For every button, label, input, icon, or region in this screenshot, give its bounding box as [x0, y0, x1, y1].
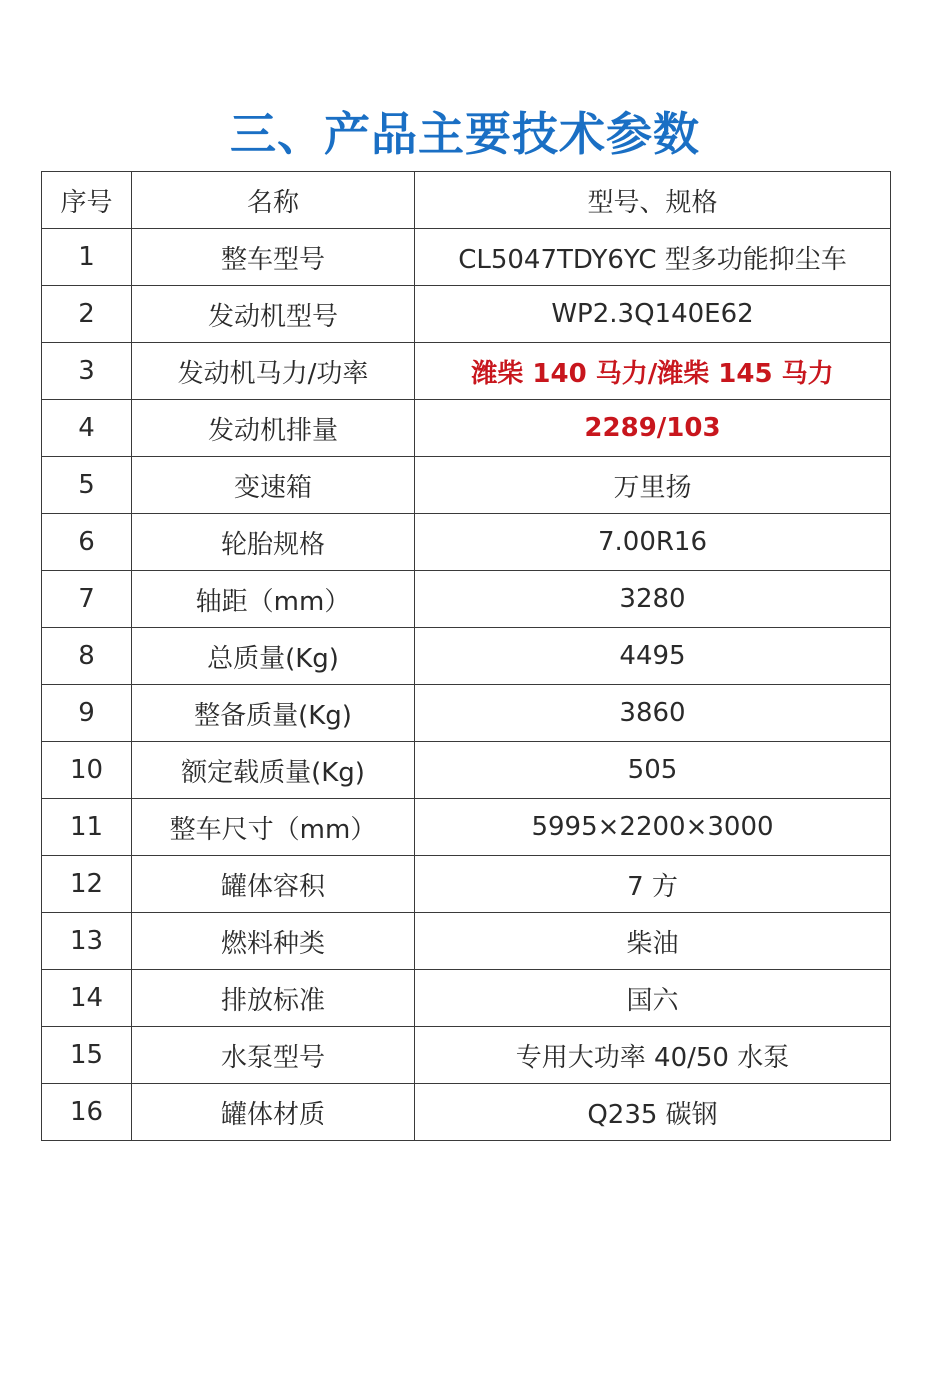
table-row — [42, 1084, 891, 1141]
table-row — [42, 457, 891, 514]
row-index-cell: 13 — [42, 913, 132, 970]
table-row — [42, 286, 891, 343]
row-name-cell: 轴距（mm） — [132, 571, 415, 628]
row-spec-cell: Q235 碳钢 — [415, 1084, 891, 1141]
row-name-cell: 发动机型号 — [132, 286, 415, 343]
row-name-cell: 总质量(Kg) — [132, 628, 415, 685]
row-spec-cell: 潍柴 140 马力/潍柴 145 马力 — [415, 343, 891, 400]
table-row — [42, 400, 891, 457]
row-spec-cell: 柴油 — [415, 913, 891, 970]
spec-table — [41, 171, 891, 1141]
table-row — [42, 1027, 891, 1084]
row-name-cell: 排放标准 — [132, 970, 415, 1027]
row-spec-cell: 7 方 — [415, 856, 891, 913]
row-index-cell: 7 — [42, 571, 132, 628]
row-spec-cell: 3860 — [415, 685, 891, 742]
row-index-cell: 12 — [42, 856, 132, 913]
row-name-cell: 罐体容积 — [132, 856, 415, 913]
row-name-cell: 整车尺寸（mm） — [132, 799, 415, 856]
table-row — [42, 685, 891, 742]
row-name-cell: 轮胎规格 — [132, 514, 415, 571]
table-row — [42, 628, 891, 685]
row-spec-cell: 2289/103 — [415, 400, 891, 457]
page-title: 三、产品主要技术参数 — [230, 106, 700, 161]
table-row — [42, 229, 891, 286]
row-index-cell: 1 — [42, 229, 132, 286]
row-index-cell: 4 — [42, 400, 132, 457]
table-row — [42, 970, 891, 1027]
row-index-cell: 9 — [42, 685, 132, 742]
row-spec-cell: 505 — [415, 742, 891, 799]
row-index-cell: 15 — [42, 1027, 132, 1084]
row-name-cell: 额定载质量(Kg) — [132, 742, 415, 799]
row-index-cell: 2 — [42, 286, 132, 343]
row-name-cell: 罐体材质 — [132, 1084, 415, 1141]
table-row — [42, 514, 891, 571]
table-body — [42, 229, 891, 1141]
row-name-cell: 整车型号 — [132, 229, 415, 286]
row-spec-cell: 4495 — [415, 628, 891, 685]
row-name-cell: 整备质量(Kg) — [132, 685, 415, 742]
table-row — [42, 856, 891, 913]
row-spec-cell: 专用大功率 40/50 水泵 — [415, 1027, 891, 1084]
row-index-cell: 10 — [42, 742, 132, 799]
table-row — [42, 742, 891, 799]
header-spec: 型号、规格 — [415, 172, 891, 229]
row-index-cell: 6 — [42, 514, 132, 571]
row-spec-cell: 3280 — [415, 571, 891, 628]
table-row — [42, 799, 891, 856]
table-row — [42, 343, 891, 400]
table-row — [42, 913, 891, 970]
row-name-cell: 水泵型号 — [132, 1027, 415, 1084]
row-index-cell: 16 — [42, 1084, 132, 1141]
row-spec-cell: 国六 — [415, 970, 891, 1027]
row-index-cell: 11 — [42, 799, 132, 856]
table-row — [42, 571, 891, 628]
row-spec-cell: CL5047TDY6YC 型多功能抑尘车 — [415, 229, 891, 286]
row-name-cell: 发动机排量 — [132, 400, 415, 457]
row-index-cell: 5 — [42, 457, 132, 514]
row-name-cell: 变速箱 — [132, 457, 415, 514]
header-index: 序号 — [42, 172, 132, 229]
table-header-row — [42, 172, 891, 229]
row-name-cell: 燃料种类 — [132, 913, 415, 970]
row-spec-cell: WP2.3Q140E62 — [415, 286, 891, 343]
row-name-cell: 发动机马力/功率 — [132, 343, 415, 400]
row-spec-cell: 万里扬 — [415, 457, 891, 514]
row-index-cell: 8 — [42, 628, 132, 685]
header-name: 名称 — [132, 172, 415, 229]
row-spec-cell: 7.00R16 — [415, 514, 891, 571]
row-spec-cell: 5995×2200×3000 — [415, 799, 891, 856]
row-index-cell: 14 — [42, 970, 132, 1027]
row-index-cell: 3 — [42, 343, 132, 400]
